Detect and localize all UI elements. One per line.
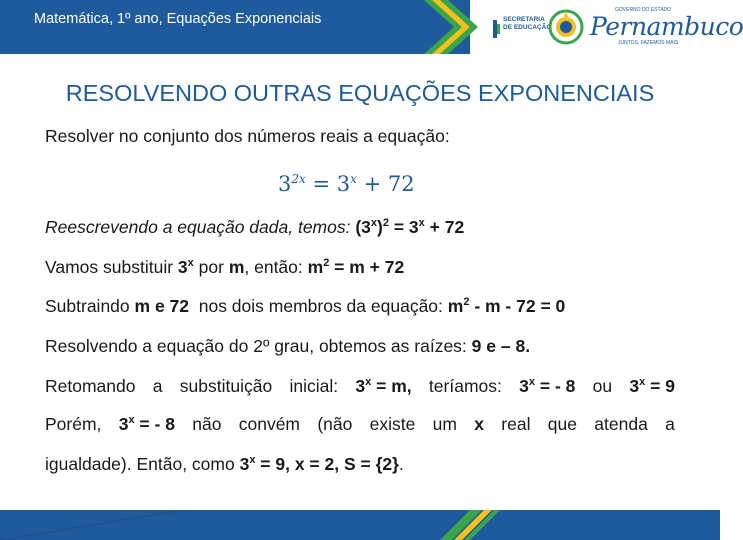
l7-t2: . — [398, 454, 404, 474]
slide-title: RESOLVENDO OUTRAS EQUAÇÕES EXPONENCIAIS — [65, 80, 655, 106]
header-stripes-decoration — [410, 0, 500, 54]
l2-s3: 2 — [323, 257, 330, 270]
l1-a: (3 — [355, 217, 371, 237]
l2-b3: m — [307, 257, 324, 277]
secretaria-text — [503, 16, 551, 32]
l6-w6: um — [432, 414, 457, 434]
l2-t3: , então: — [244, 257, 308, 277]
l1-sa: x — [370, 217, 378, 230]
step-line-3 — [45, 296, 565, 317]
l5-s1: x — [365, 376, 372, 389]
l3-s2: 2 — [463, 296, 470, 309]
step-line-6 — [45, 414, 675, 435]
secretaria-line2: DE EDUCAÇÃO — [503, 24, 552, 31]
l1-b: ) — [377, 217, 383, 237]
eq-exp1: 2x — [291, 172, 306, 186]
secretaria-line1: SECRETARIA — [503, 16, 545, 23]
l1-italic: Reescrevendo a equação dada, temos: — [45, 217, 356, 237]
l5-b1b: = m, — [371, 376, 412, 396]
step-line-2 — [45, 257, 404, 278]
l6-b2: x — [474, 414, 484, 434]
eq-plus: + — [363, 172, 382, 196]
l5-w1: Retomando — [45, 376, 136, 396]
l6-w8: que — [547, 414, 577, 434]
l5-s3: x — [639, 376, 646, 389]
l6-w10: a — [665, 414, 675, 434]
l6-w1: Porém, — [45, 414, 102, 434]
l3-b1: m e 72 — [134, 296, 189, 316]
l7-b1: 3 — [239, 454, 250, 474]
l1-sc: x — [418, 217, 425, 230]
l3-b2: m — [447, 296, 464, 316]
pernambuco-logo-text: Pernambuco — [590, 12, 743, 41]
l6-w2: não — [192, 414, 222, 434]
header-title: Matemática, 1º ano, Equações Exponenciais — [34, 11, 322, 27]
l2-t2: por — [193, 257, 229, 277]
l2-t1: Vamos substituir — [45, 257, 178, 277]
footer-stripes-decoration — [0, 510, 720, 540]
brand-tagline: JUNTOS, FAZEMOS MAIS — [618, 40, 679, 46]
l5-b3: 3 — [629, 376, 640, 396]
l1-sb: 2 — [382, 217, 389, 230]
l5-w6: ou — [592, 376, 613, 396]
eq-exp2: x — [350, 172, 357, 186]
l6-w9: atenda — [594, 414, 648, 434]
step-line-1 — [45, 217, 464, 238]
brand-small-text: GOVERNO DO ESTADO — [615, 7, 672, 13]
l6-b1: 3 — [118, 414, 129, 434]
l5-b2: 3 — [519, 376, 529, 396]
header-blue-bar — [0, 0, 470, 54]
eq-base1: 3 — [278, 172, 292, 196]
l5-w5: teríamos: — [428, 376, 502, 396]
eq-const: 72 — [387, 172, 415, 196]
eq-base2: 3 — [336, 172, 351, 196]
l5-w3: substituição — [179, 376, 273, 396]
pernambuco-crest-icon — [548, 8, 584, 46]
l1-d: + 72 — [424, 217, 465, 237]
l2-b4: = m + 72 — [329, 257, 405, 277]
step-line-5 — [45, 376, 675, 397]
header-banner — [0, 0, 743, 54]
l2-b1: 3 — [177, 257, 188, 277]
l3-t1: Subtraindo — [45, 296, 135, 316]
l3-b3: - m - 72 = 0 — [469, 296, 566, 316]
eq-equals: = — [312, 172, 331, 196]
l5-b2b: = - 8 — [535, 376, 576, 396]
l5-w2: a — [152, 376, 163, 396]
l6-w3: convém — [238, 414, 301, 434]
l4-b1: 9 e – 8. — [471, 336, 531, 356]
l6-w7: real — [501, 414, 531, 434]
l5-b1: 3 — [355, 376, 366, 396]
l7-t1: igualdade). Então, como — [45, 454, 240, 474]
l4-t1: Resolvendo a equação do 2º grau, obtemos as raízes: — [45, 336, 472, 356]
intro-text: Resolver no conjunto dos números reais a equação: — [45, 126, 450, 146]
l2-s1: x — [187, 257, 194, 270]
l1-c: = 3 — [388, 217, 419, 237]
l5-s2: x — [528, 376, 536, 389]
l5-w4: inicial: — [289, 376, 339, 396]
l7-s1: x — [249, 454, 256, 467]
equation — [278, 172, 415, 196]
l7-b2: = 9, x = 2, S = {2} — [255, 454, 399, 474]
l6-b1b: = - 8 — [134, 414, 175, 434]
step-line-7 — [45, 454, 404, 475]
l6-w5: existe — [369, 414, 416, 434]
l6-s1: x — [128, 414, 135, 427]
step-line-4 — [45, 336, 530, 357]
l6-w4: (não — [317, 414, 353, 434]
l3-t2: nos dois membros da equação: — [189, 296, 448, 316]
l5-b3b: = 9 — [645, 376, 675, 396]
l2-b2: m — [228, 257, 245, 277]
